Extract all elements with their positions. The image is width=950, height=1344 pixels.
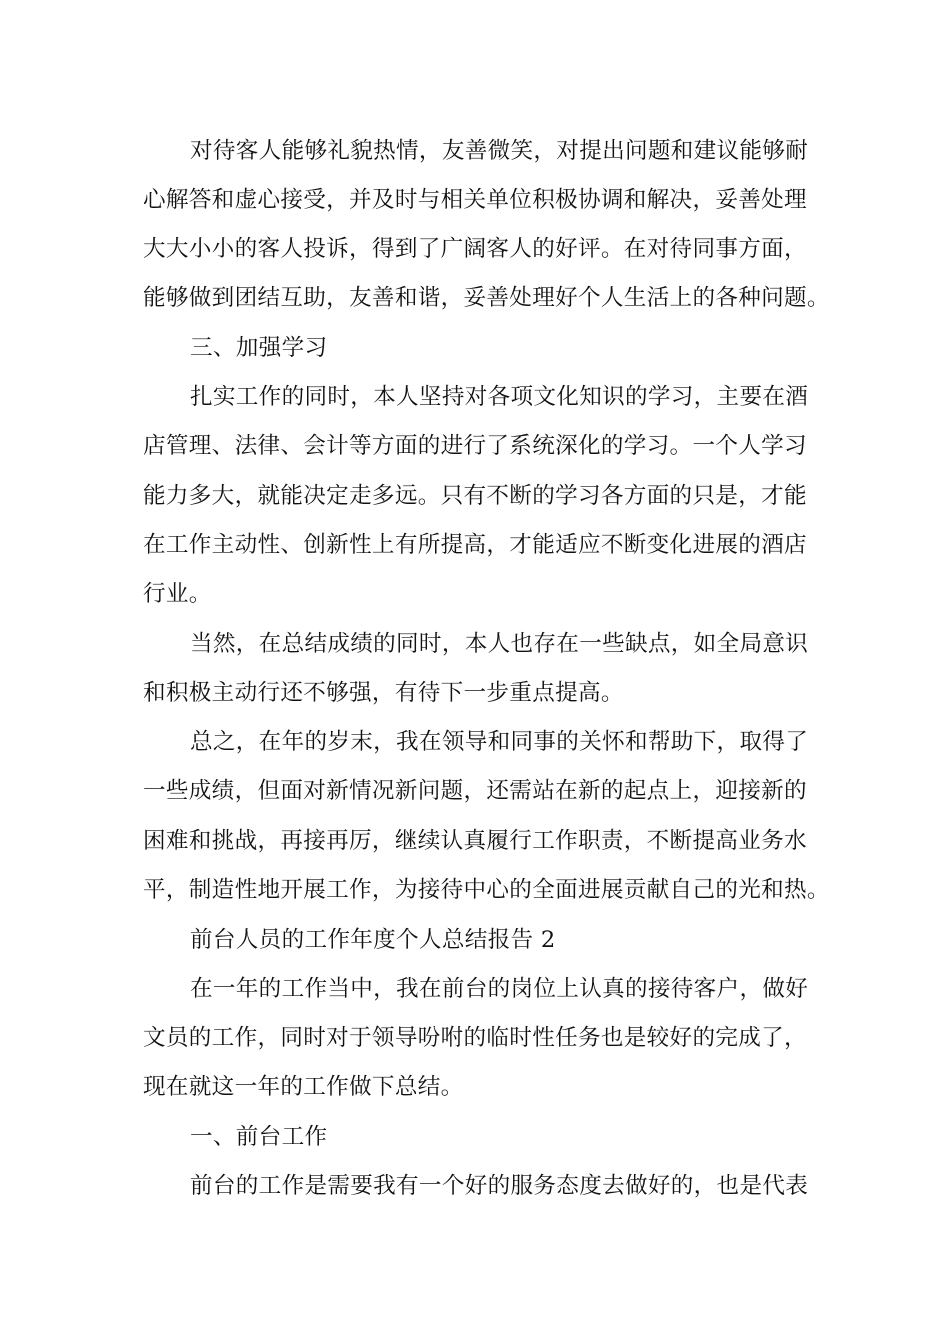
text-line: 平，制造性地开展工作，为接待中心的全面进展贡献自己的光和热。: [143, 877, 830, 903]
text-line: 能够做到团结互助，友善和谐，妥善处理好个人生活上的各种问题。: [143, 285, 830, 311]
text-line: 扎实工作的同时，本人坚持对各项文化知识的学习，主要在酒: [190, 384, 809, 410]
text-line: 现在就这一年的工作做下总结。: [143, 1074, 464, 1100]
section-heading: 前台人员的工作年度个人总结报告 2: [190, 927, 556, 953]
text-line: 店管理、法律、会计等方面的进行了系统深化的学习。一个人学习: [143, 433, 807, 459]
text-line: 在一年的工作当中，我在前台的岗位上认真的接待客户，做好: [190, 976, 809, 1002]
text-line: 能力多大，就能决定走多远。只有不断的学习各方面的只是，才能: [143, 483, 807, 509]
text-line: 当然，在总结成绩的同时，本人也存在一些缺点，如全局意识: [190, 631, 809, 657]
text-line: 前台的工作是需要我有一个好的服务态度去做好的，也是代表: [190, 1173, 809, 1199]
text-line: 行业。: [143, 581, 212, 607]
text-line: 困难和挑战，再接再厉，继续认真履行工作职责，不断提高业务水: [143, 828, 807, 854]
text-line: 对待客人能够礼貌热情，友善微笑，对提出问题和建议能够耐: [190, 138, 809, 164]
text-line: 大大小小的客人投诉，得到了广阔客人的好评。在对待同事方面，: [143, 236, 807, 262]
text-line: 一些成绩，但面对新情况新问题，还需站在新的起点上，迎接新的: [143, 778, 807, 804]
section-heading: 一、前台工作: [190, 1124, 328, 1150]
section-heading: 三、加强学习: [190, 335, 328, 361]
text-line: 文员的工作，同时对于领导吩咐的临时性任务也是较好的完成了，: [143, 1025, 807, 1051]
text-line: 和积极主动行还不够强，有待下一步重点提高。: [143, 680, 624, 706]
text-line: 在工作主动性、创新性上有所提高，才能适应不断变化进展的酒店: [143, 532, 807, 558]
text-line: 总之，在年的岁末，我在领导和同事的关怀和帮助下，取得了: [190, 729, 809, 755]
text-line: 心解答和虚心接受，并及时与相关单位积极协调和解决，妥善处理: [143, 187, 807, 213]
